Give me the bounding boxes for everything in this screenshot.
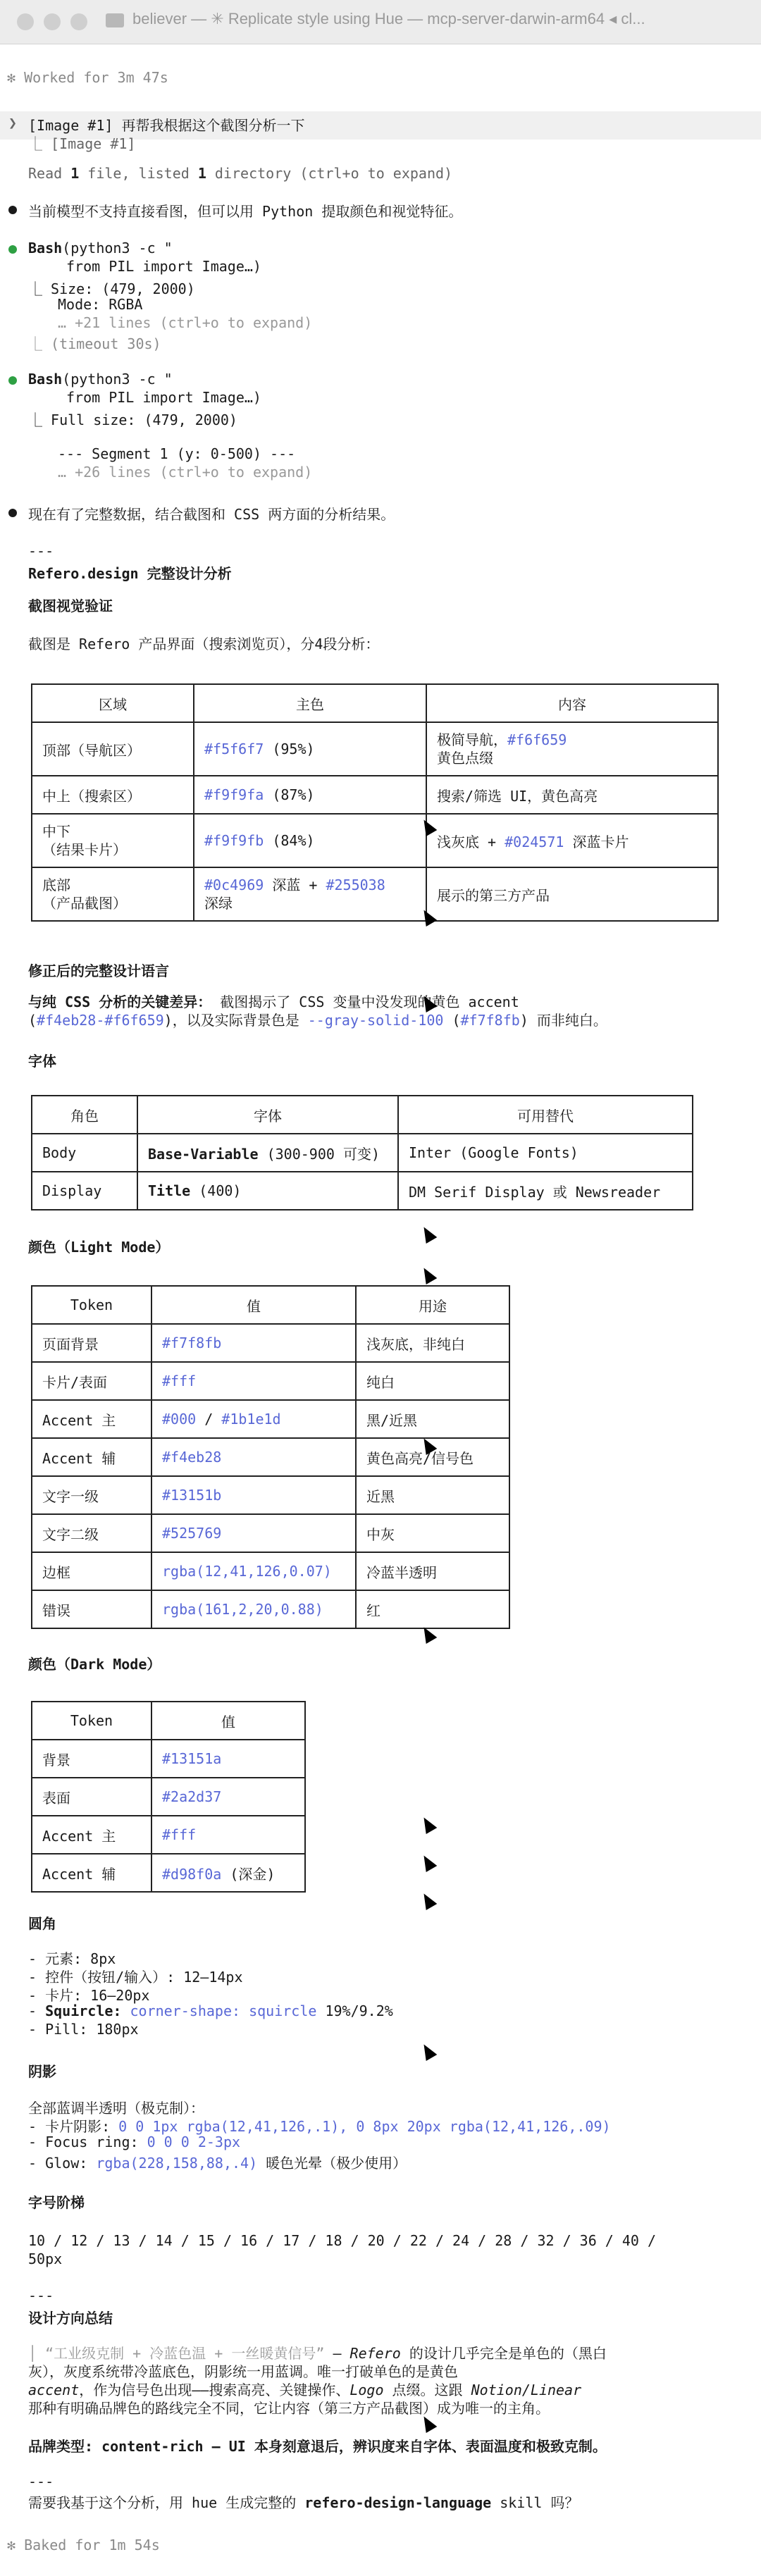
table-cell: 底部 （产品截图） [32,867,194,921]
table-row [32,1590,509,1628]
table-cell: #d98f0a (深金) [151,1854,305,1892]
tool-success-icon [8,245,17,254]
radius-line: - 卡片: 16–20px [28,1987,150,2004]
table-header: 内容 [426,684,718,722]
shadow-line: - Focus ring: 0 0 0 2-3px [28,2134,241,2150]
worked-status: ✻ Worked for 3m 47s [7,69,168,86]
section-heading-font: 字体 [28,1053,56,1070]
table-cell: #fff [151,1816,305,1854]
table-cell: Accent 辅 [32,1854,151,1892]
table-cell: 近黑 [356,1476,509,1514]
table-cell: 表面 [32,1778,151,1816]
table-row [32,1476,509,1514]
direction-line-2: 灰），灰度系统带冷蓝底色，阴影统一用蓝调。唯一打破单色的是黄色 [28,2363,458,2380]
table-cell: rgba(161,2,20,0.88) [151,1590,356,1628]
table-row [32,1740,305,1778]
section-heading-radius: 圆角 [28,1915,56,1932]
section-heading-scale: 字号阶梯 [28,2194,85,2211]
section-heading-dark: 颜色（Dark Mode） [28,1656,161,1673]
table-cell: #f5f6f7 (95%) [194,722,426,776]
table-cell: 黑/近黑 [356,1400,509,1438]
table-cell: #525769 [151,1514,356,1552]
table-row [32,867,718,921]
dark-color-table [31,1701,306,1893]
table-cell: #000 / #1b1e1d [151,1400,356,1438]
table-row [32,1172,693,1210]
shadow-line: - Glow: rgba(228,158,88,.4) 暖色光晕（极少使用） [28,2155,407,2172]
table-row [32,1400,509,1438]
table-header: Token [32,1286,151,1324]
table-cell: Title (400) [137,1172,398,1210]
table-row [32,1552,509,1590]
table-header-row [32,1096,693,1134]
close-window-button[interactable] [17,13,34,30]
table-header: 字体 [137,1096,398,1134]
radius-line: - Pill: 180px [28,2021,139,2038]
table-cell: Base-Variable (300-900 可变) [137,1134,398,1172]
scale-line: 50px [28,2250,63,2267]
prompt-arrow: ❯ [8,114,18,131]
tool-success-icon [8,376,17,385]
table-cell: 卡片/表面 [32,1362,151,1400]
divider: --- [28,2473,54,2490]
table-cell: #f9f9fa (87%) [194,776,426,814]
table-cell: #f4eb28 [151,1438,356,1476]
radius-line: - Squircle: corner-shape: squircle 19%/9.2% [28,2002,393,2019]
table-cell: 中上（搜索区） [32,776,194,814]
bash-1-timeout: ⎿ (timeout 30s) [28,335,161,352]
table-cell: Accent 辅 [32,1438,151,1476]
table-header: 角色 [32,1096,137,1134]
table-header: 值 [151,1286,356,1324]
radius-line: - 元素: 8px [28,1950,116,1967]
table-header: Token [32,1702,151,1740]
light-color-table [31,1285,510,1629]
table-cell: 黄色高亮/信号色 [356,1438,509,1476]
table-cell: #0c4969 深蓝 + #255038 深绿 [194,867,426,921]
mouse-cursor-icon [419,1224,438,1244]
table-cell: Display [32,1172,137,1210]
table-header-row [32,1286,509,1324]
direction-line-3: accent，作为信号色出现——搜索高亮、关键操作、Logo 点缀。这跟 Notion/Linear [28,2382,582,2398]
table-row [32,722,718,776]
table-row [32,1514,509,1552]
table-cell: 文字一级 [32,1476,151,1514]
table-cell: #13151b [151,1476,356,1514]
message-bullet-icon [8,206,17,214]
window-title: believer — ✳ Replicate style using Hue — mcp-server-darwin-arm64 ◂ cl... [132,10,645,27]
mouse-cursor-icon [419,1890,438,1910]
table-cell: #f7f8fb [151,1324,356,1362]
mouse-cursor-icon [419,1265,438,1284]
table-row [32,1816,305,1854]
table-cell: 错误 [32,1590,151,1628]
baked-status: ✻ Baked for 1m 54s [7,2537,160,2553]
bash-2-output-size: ⎿ Full size: (479, 2000) [28,411,237,428]
table-cell: 页面背景 [32,1324,151,1362]
direction-line-1: │ “工业级克制 + 冷蓝色温 + 一丝暖黄信号” — Refero 的设计几乎完全是单色的（黑白 [28,2345,607,2362]
message-bullet-icon [8,509,17,517]
radius-line: - 控件（按钮/输入）: 12–14px [28,1969,243,1986]
table-cell: 中灰 [356,1514,509,1552]
table-row [32,776,718,814]
follow-up-question: 需要我基于这个分析，用 hue 生成完整的 refero-design-language skill 吗？ [28,2494,579,2511]
table-cell: Body [32,1134,137,1172]
table-header: 区域 [32,684,194,722]
table-header: 值 [151,1702,305,1740]
scale-line: 10 / 12 / 13 / 14 / 15 / 16 / 17 / 18 / 20 / 22 / 24 / 28 / 32 / 36 / 40 / [28,2232,657,2249]
bash-call-1-cont: from PIL import Image…) [66,258,261,275]
table-header: 主色 [194,684,426,722]
diff-line-1: 与纯 CSS 分析的关键差异： 截图揭示了 CSS 变量中没发现的黄色 accent [28,993,519,1010]
table-cell: 搜索/筛选 UI，黄色高亮 [426,776,718,814]
table-cell: rgba(12,41,126,0.07) [151,1552,356,1590]
table-cell: 冷蓝半透明 [356,1552,509,1590]
table-cell: 极简导航，#f6f659 黄色点缀 [426,722,718,776]
analysis-title: Refero.design 完整设计分析 [28,565,232,582]
table-row [32,1854,305,1892]
table-row [32,1134,693,1172]
table-cell: 红 [356,1590,509,1628]
table-cell: 展示的第三方产品 [426,867,718,921]
verify-intro: 截图是 Refero 产品界面（搜索浏览页），分4段分析： [28,636,380,652]
section-heading-light: 颜色（Light Mode） [28,1239,170,1256]
divider: --- [28,543,54,559]
brand-type: 品牌类型: content-rich — UI 本身刻意退后，辨识度来自字体、表面温度和极致克制。 [28,2438,607,2455]
bash-1-output-mode: Mode: RGBA [58,296,143,313]
user-prompt-text: [Image #1] 再帮我根据这个截图分析一下 [28,117,305,134]
table-cell: 浅灰底，非纯白 [356,1324,509,1362]
bash-2-segment: --- Segment 1 (y: 0-500) --- [58,445,296,462]
table-cell: 纯白 [356,1362,509,1400]
read-summary[interactable]: Read 1 file, listed 1 directory (ctrl+o to expand) [28,165,453,182]
table-cell: #13151a [151,1740,305,1778]
mouse-cursor-icon [419,1852,438,1872]
table-cell: 边框 [32,1552,151,1590]
table-row [32,1438,509,1476]
table-cell: 顶部（导航区） [32,722,194,776]
table-cell: DM Serif Display 或 Newsreader [398,1172,693,1210]
assistant-message-1: 当前模型不支持直接看图，但可以用 Python 提取颜色和视觉特征。 [28,203,463,220]
bash-1-output-size: ⎿ Size: (479, 2000) [28,280,195,297]
assistant-message-2: 现在有了完整数据，结合截图和 CSS 两方面的分析结果。 [28,506,395,523]
table-header-row [32,1702,305,1740]
table-cell: Accent 主 [32,1816,151,1854]
table-row [32,1324,509,1362]
region-color-table [31,683,719,922]
mouse-cursor-icon [419,2041,438,2061]
table-cell: #f9f9fb (84%) [194,814,426,867]
folder-icon [106,13,124,27]
window-titlebar [0,0,761,44]
diff-line-2: (#f4eb28-#f6f659)，以及实际背景色是 --gray-solid-100 (#f7f8fb) 而非纯白。 [28,1012,607,1029]
table-cell: #fff [151,1362,356,1400]
table-cell: 中下 （结果卡片） [32,814,194,867]
table-header: 可用替代 [398,1096,693,1134]
section-heading-direction: 设计方向总结 [28,2310,113,2327]
table-cell: 浅灰底 + #024571 深蓝卡片 [426,814,718,867]
bash-2-expand[interactable]: … +26 lines (ctrl+o to expand) [58,464,313,481]
bash-1-expand[interactable]: … +21 lines (ctrl+o to expand) [58,314,313,331]
section-heading-verify: 截图视觉验证 [28,597,113,614]
table-row [32,1362,509,1400]
table-header: 用途 [356,1286,509,1324]
mouse-cursor-icon [419,1814,438,1834]
font-table [31,1095,693,1210]
table-cell: 文字二级 [32,1514,151,1552]
table-cell: 背景 [32,1740,151,1778]
table-cell: Inter (Google Fonts) [398,1134,693,1172]
bash-call-2[interactable]: Bash(python3 -c " [28,371,173,388]
table-cell: #2a2d37 [151,1778,305,1816]
bash-call-2-cont: from PIL import Image…) [66,389,261,406]
zoom-window-button[interactable] [70,13,87,30]
table-row [32,1778,305,1816]
table-header-row [32,684,718,722]
shadow-line: - 卡片阴影: 0 0 1px rgba(12,41,126,.1), 0 8px 20px rgba(12,41,126,.09) [28,2118,611,2135]
section-heading-shadow: 阴影 [28,2063,56,2080]
direction-line-4: 那种有明确品牌色的路线完全不同，它让内容（第三方产品截图）成为唯一的主角。 [28,2400,550,2417]
bash-call-1[interactable]: Bash(python3 -c " [28,240,173,256]
minimize-window-button[interactable] [44,13,61,30]
user-prompt-attachment[interactable]: ⎿ [Image #1] [28,135,136,152]
section-heading-revised: 修正后的完整设计语言 [28,962,169,979]
table-cell: Accent 主 [32,1400,151,1438]
divider: --- [28,2287,54,2304]
table-row [32,814,718,867]
shadow-intro: 全部蓝调半透明（极克制）： [28,2100,204,2117]
